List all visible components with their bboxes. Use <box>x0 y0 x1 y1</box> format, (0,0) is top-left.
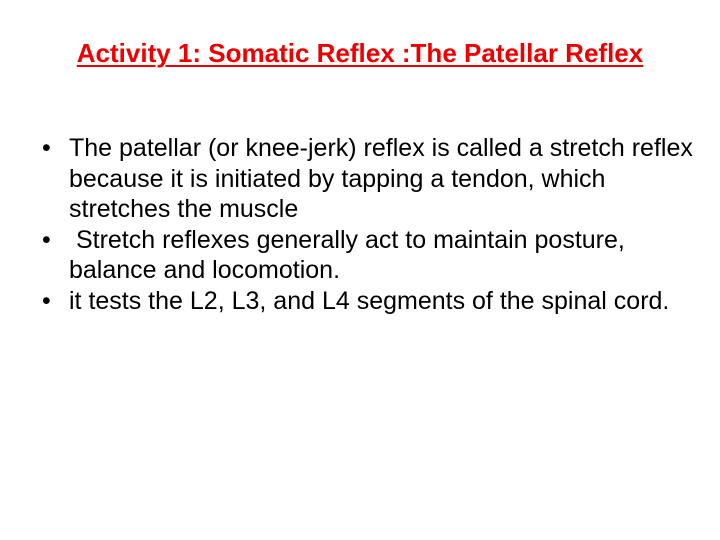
bullet-text: The patellar (or knee-jerk) reflex is called a stretch reflex because it is initiated by tapping a tendon, which stretches the muscle <box>69 134 693 223</box>
bullet-item <box>0 133 700 225</box>
bullet-list <box>0 133 700 316</box>
bullet-marker: • <box>42 286 51 315</box>
bullet-item <box>0 286 700 317</box>
bullet-item <box>0 225 700 286</box>
bullet-text: Stretch reflexes generally act to maintain posture, balance and locomotion. <box>69 225 632 284</box>
bullet-text: it tests the L2, L3, and L4 segments of the spinal cord. <box>69 286 670 315</box>
bullet-marker: • <box>42 225 51 254</box>
bullet-marker: • <box>42 134 51 162</box>
slide-title: Activity 1: Somatic Reflex :The Patellar Reflex <box>76 38 644 68</box>
